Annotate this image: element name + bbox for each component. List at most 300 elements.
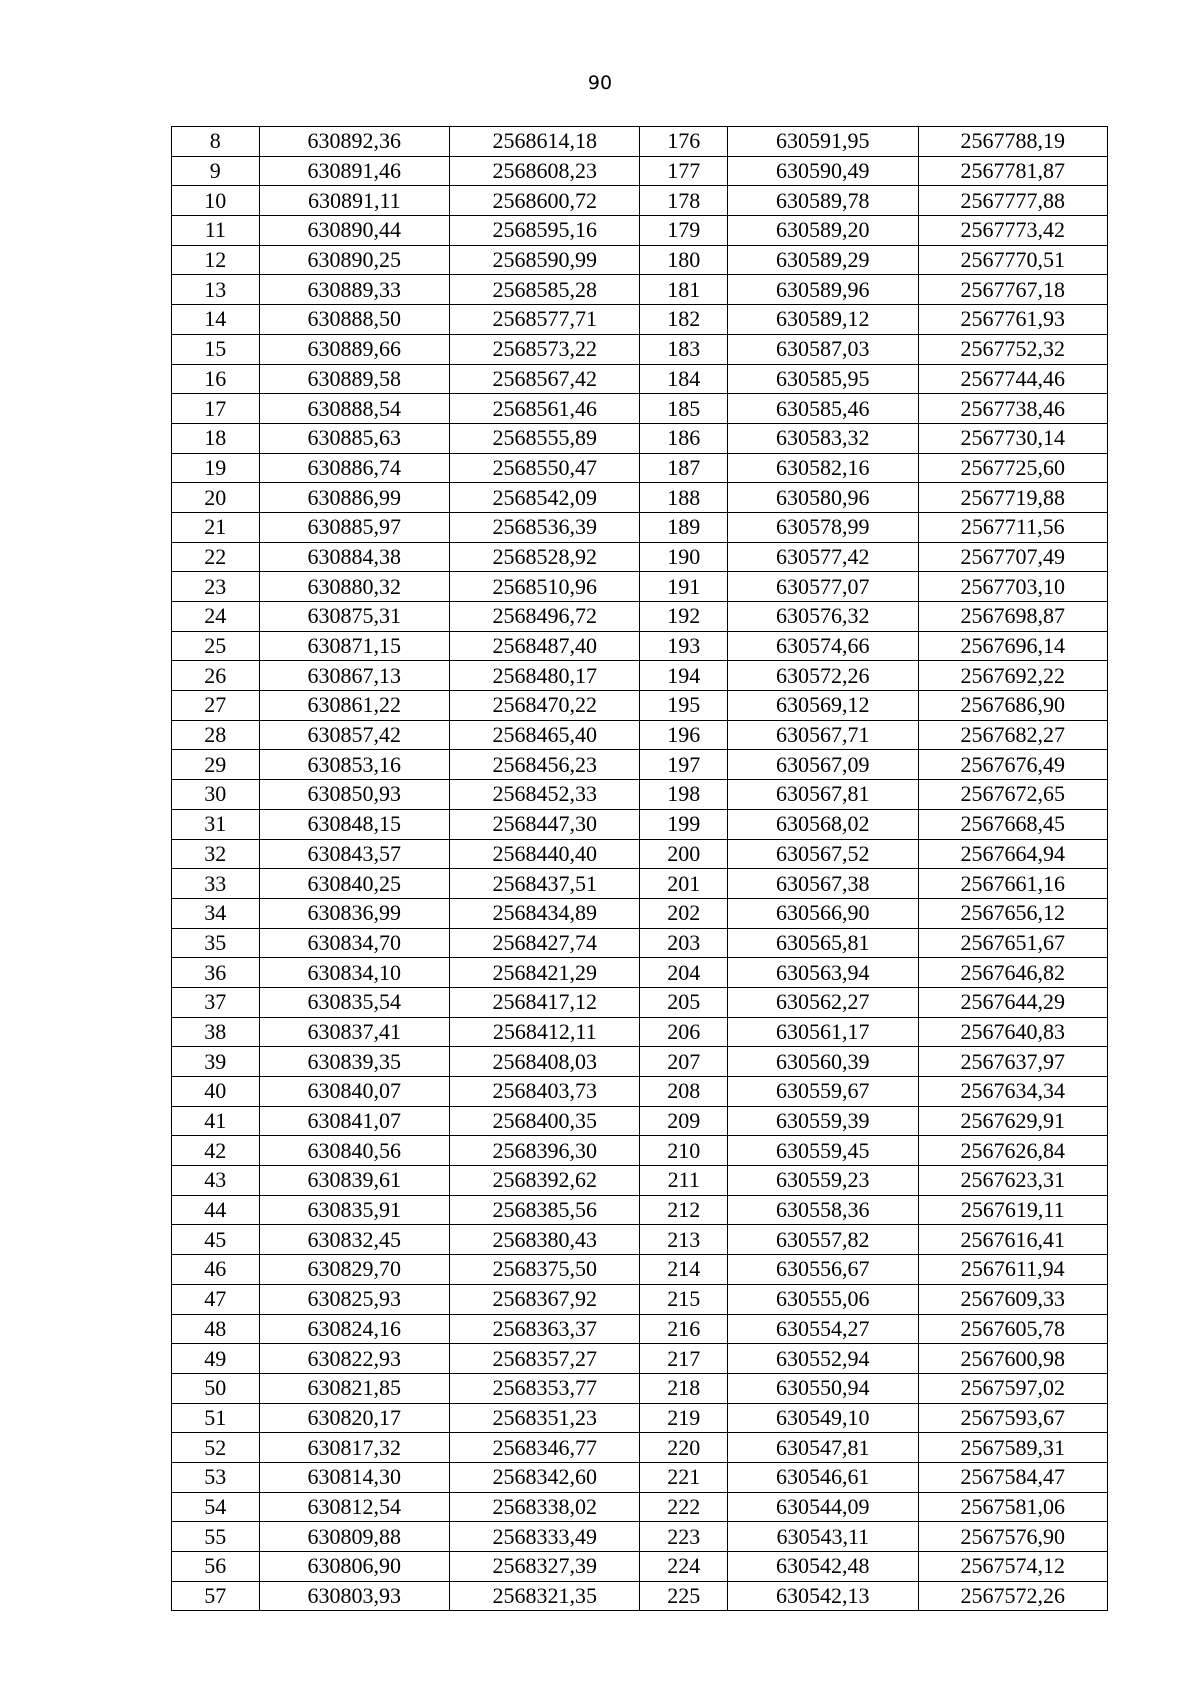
table-cell-x-coordinate: 630843,57	[259, 839, 449, 869]
table-row	[172, 809, 1108, 839]
table-row	[172, 780, 1108, 810]
table-cell-x-coordinate: 630562,27	[728, 987, 918, 1017]
table-cell-x-coordinate: 630552,94	[728, 1344, 918, 1374]
table-cell-y-coordinate: 2567676,49	[918, 750, 1107, 780]
table-cell-x-coordinate: 630590,49	[728, 156, 918, 186]
table-cell-x-coordinate: 630853,16	[259, 750, 449, 780]
table-cell-point-number: 45	[172, 1225, 260, 1255]
table-cell-y-coordinate: 2567707,49	[918, 542, 1107, 572]
table-row	[172, 839, 1108, 869]
table-cell-y-coordinate: 2567770,51	[918, 245, 1107, 275]
table-cell-y-coordinate: 2567725,60	[918, 453, 1107, 483]
table-cell-y-coordinate: 2568573,22	[450, 334, 640, 364]
table-cell-point-number: 41	[172, 1106, 260, 1136]
table-cell-y-coordinate: 2568480,17	[450, 661, 640, 691]
table-cell-x-coordinate: 630825,93	[259, 1284, 449, 1314]
table-cell-point-number: 186	[640, 423, 728, 453]
table-cell-x-coordinate: 630547,81	[728, 1433, 918, 1463]
table-row	[172, 1373, 1108, 1403]
table-cell-point-number: 10	[172, 186, 260, 216]
table-cell-point-number: 50	[172, 1373, 260, 1403]
table-cell-point-number: 213	[640, 1225, 728, 1255]
table-cell-point-number: 21	[172, 512, 260, 542]
table-cell-point-number: 199	[640, 809, 728, 839]
table-cell-y-coordinate: 2568380,43	[450, 1225, 640, 1255]
table-row	[172, 334, 1108, 364]
table-cell-point-number: 23	[172, 572, 260, 602]
table-cell-x-coordinate: 630848,15	[259, 809, 449, 839]
table-cell-point-number: 57	[172, 1581, 260, 1611]
table-cell-point-number: 195	[640, 691, 728, 721]
table-row	[172, 1492, 1108, 1522]
table-cell-x-coordinate: 630582,16	[728, 453, 918, 483]
table-cell-y-coordinate: 2567752,32	[918, 334, 1107, 364]
table-cell-y-coordinate: 2568392,62	[450, 1166, 640, 1196]
table-cell-x-coordinate: 630568,02	[728, 809, 918, 839]
table-cell-point-number: 13	[172, 275, 260, 305]
table-cell-y-coordinate: 2567574,12	[918, 1552, 1107, 1582]
table-cell-x-coordinate: 630589,29	[728, 245, 918, 275]
coordinates-table-body	[172, 127, 1108, 1611]
table-cell-point-number: 20	[172, 483, 260, 513]
table-cell-x-coordinate: 630549,10	[728, 1403, 918, 1433]
table-cell-x-coordinate: 630803,93	[259, 1581, 449, 1611]
table-cell-point-number: 207	[640, 1047, 728, 1077]
table-cell-y-coordinate: 2567629,91	[918, 1106, 1107, 1136]
table-cell-x-coordinate: 630576,32	[728, 602, 918, 632]
table-cell-point-number: 11	[172, 216, 260, 246]
table-cell-y-coordinate: 2567744,46	[918, 364, 1107, 394]
table-cell-x-coordinate: 630880,32	[259, 572, 449, 602]
table-cell-point-number: 189	[640, 512, 728, 542]
table-cell-y-coordinate: 2568408,03	[450, 1047, 640, 1077]
table-cell-x-coordinate: 630557,82	[728, 1225, 918, 1255]
table-row	[172, 1552, 1108, 1582]
table-cell-y-coordinate: 2567773,42	[918, 216, 1107, 246]
table-cell-x-coordinate: 630892,36	[259, 127, 449, 157]
table-row	[172, 602, 1108, 632]
table-cell-y-coordinate: 2568338,02	[450, 1492, 640, 1522]
table-cell-point-number: 181	[640, 275, 728, 305]
table-cell-y-coordinate: 2568577,71	[450, 305, 640, 335]
table-row	[172, 691, 1108, 721]
table-cell-point-number: 25	[172, 631, 260, 661]
table-cell-point-number: 22	[172, 542, 260, 572]
table-cell-x-coordinate: 630555,06	[728, 1284, 918, 1314]
table-cell-point-number: 8	[172, 127, 260, 157]
table-row	[172, 453, 1108, 483]
table-cell-y-coordinate: 2568614,18	[450, 127, 640, 157]
table-cell-point-number: 208	[640, 1077, 728, 1107]
table-cell-y-coordinate: 2568496,72	[450, 602, 640, 632]
table-cell-y-coordinate: 2567696,14	[918, 631, 1107, 661]
table-cell-y-coordinate: 2567600,98	[918, 1344, 1107, 1374]
table-cell-x-coordinate: 630839,61	[259, 1166, 449, 1196]
table-cell-y-coordinate: 2567637,97	[918, 1047, 1107, 1077]
table-cell-point-number: 47	[172, 1284, 260, 1314]
table-cell-y-coordinate: 2568385,56	[450, 1195, 640, 1225]
table-cell-y-coordinate: 2567703,10	[918, 572, 1107, 602]
table-cell-y-coordinate: 2568456,23	[450, 750, 640, 780]
table-cell-y-coordinate: 2568421,29	[450, 958, 640, 988]
table-cell-y-coordinate: 2567584,47	[918, 1462, 1107, 1492]
table-cell-point-number: 219	[640, 1403, 728, 1433]
table-cell-x-coordinate: 630544,09	[728, 1492, 918, 1522]
table-cell-point-number: 24	[172, 602, 260, 632]
table-cell-x-coordinate: 630566,90	[728, 898, 918, 928]
table-row	[172, 1136, 1108, 1166]
table-row	[172, 1522, 1108, 1552]
table-cell-point-number: 27	[172, 691, 260, 721]
table-row	[172, 958, 1108, 988]
table-cell-point-number: 9	[172, 156, 260, 186]
table-cell-y-coordinate: 2568375,50	[450, 1255, 640, 1285]
table-cell-y-coordinate: 2568437,51	[450, 869, 640, 899]
table-row	[172, 987, 1108, 1017]
table-cell-y-coordinate: 2568585,28	[450, 275, 640, 305]
table-row	[172, 1047, 1108, 1077]
table-cell-y-coordinate: 2567646,82	[918, 958, 1107, 988]
table-cell-x-coordinate: 630875,31	[259, 602, 449, 632]
table-cell-y-coordinate: 2567738,46	[918, 394, 1107, 424]
table-cell-y-coordinate: 2567692,22	[918, 661, 1107, 691]
table-cell-point-number: 42	[172, 1136, 260, 1166]
table-cell-y-coordinate: 2568452,33	[450, 780, 640, 810]
table-cell-point-number: 46	[172, 1255, 260, 1285]
table-cell-x-coordinate: 630890,44	[259, 216, 449, 246]
table-cell-point-number: 51	[172, 1403, 260, 1433]
table-cell-point-number: 197	[640, 750, 728, 780]
table-cell-y-coordinate: 2568447,30	[450, 809, 640, 839]
table-row	[172, 542, 1108, 572]
table-cell-point-number: 212	[640, 1195, 728, 1225]
table-cell-y-coordinate: 2567711,56	[918, 512, 1107, 542]
table-cell-x-coordinate: 630871,15	[259, 631, 449, 661]
table-cell-y-coordinate: 2567634,34	[918, 1077, 1107, 1107]
table-cell-y-coordinate: 2567698,87	[918, 602, 1107, 632]
table-cell-x-coordinate: 630565,81	[728, 928, 918, 958]
table-cell-x-coordinate: 630891,11	[259, 186, 449, 216]
table-cell-x-coordinate: 630560,39	[728, 1047, 918, 1077]
table-row	[172, 1581, 1108, 1611]
table-cell-x-coordinate: 630817,32	[259, 1433, 449, 1463]
table-cell-y-coordinate: 2567656,12	[918, 898, 1107, 928]
table-cell-y-coordinate: 2568351,23	[450, 1403, 640, 1433]
table-cell-point-number: 12	[172, 245, 260, 275]
table-cell-y-coordinate: 2568367,92	[450, 1284, 640, 1314]
table-cell-y-coordinate: 2568465,40	[450, 720, 640, 750]
table-cell-x-coordinate: 630829,70	[259, 1255, 449, 1285]
table-cell-y-coordinate: 2568528,92	[450, 542, 640, 572]
table-cell-x-coordinate: 630840,07	[259, 1077, 449, 1107]
table-cell-y-coordinate: 2568595,16	[450, 216, 640, 246]
table-cell-y-coordinate: 2567593,67	[918, 1403, 1107, 1433]
table-cell-y-coordinate: 2568353,77	[450, 1373, 640, 1403]
table-cell-point-number: 205	[640, 987, 728, 1017]
table-cell-x-coordinate: 630824,16	[259, 1314, 449, 1344]
table-cell-y-coordinate: 2568400,35	[450, 1106, 640, 1136]
table-cell-y-coordinate: 2567767,18	[918, 275, 1107, 305]
table-cell-x-coordinate: 630889,33	[259, 275, 449, 305]
table-cell-point-number: 211	[640, 1166, 728, 1196]
table-cell-point-number: 17	[172, 394, 260, 424]
table-cell-point-number: 52	[172, 1433, 260, 1463]
table-cell-point-number: 16	[172, 364, 260, 394]
table-cell-point-number: 35	[172, 928, 260, 958]
table-cell-x-coordinate: 630589,96	[728, 275, 918, 305]
table-cell-y-coordinate: 2567668,45	[918, 809, 1107, 839]
table-cell-point-number: 49	[172, 1344, 260, 1374]
table-row	[172, 305, 1108, 335]
table-row	[172, 156, 1108, 186]
table-cell-x-coordinate: 630578,99	[728, 512, 918, 542]
table-row	[172, 1106, 1108, 1136]
table-cell-y-coordinate: 2567626,84	[918, 1136, 1107, 1166]
table-row	[172, 1433, 1108, 1463]
table-cell-x-coordinate: 630554,27	[728, 1314, 918, 1344]
table-cell-point-number: 53	[172, 1462, 260, 1492]
table-cell-x-coordinate: 630832,45	[259, 1225, 449, 1255]
table-cell-y-coordinate: 2568510,96	[450, 572, 640, 602]
table-cell-y-coordinate: 2568363,37	[450, 1314, 640, 1344]
table-cell-point-number: 177	[640, 156, 728, 186]
table-cell-y-coordinate: 2568567,42	[450, 364, 640, 394]
table-cell-y-coordinate: 2568434,89	[450, 898, 640, 928]
table-row	[172, 127, 1108, 157]
table-cell-point-number: 220	[640, 1433, 728, 1463]
table-cell-point-number: 222	[640, 1492, 728, 1522]
table-cell-x-coordinate: 630834,70	[259, 928, 449, 958]
table-cell-x-coordinate: 630888,50	[259, 305, 449, 335]
table-cell-y-coordinate: 2567605,78	[918, 1314, 1107, 1344]
table-cell-point-number: 14	[172, 305, 260, 335]
table-cell-x-coordinate: 630558,36	[728, 1195, 918, 1225]
table-cell-point-number: 196	[640, 720, 728, 750]
table-cell-y-coordinate: 2567576,90	[918, 1522, 1107, 1552]
table-row	[172, 1077, 1108, 1107]
coordinates-table	[171, 126, 1108, 1611]
table-cell-x-coordinate: 630580,96	[728, 483, 918, 513]
table-row	[172, 216, 1108, 246]
table-cell-x-coordinate: 630559,39	[728, 1106, 918, 1136]
table-cell-x-coordinate: 630821,85	[259, 1373, 449, 1403]
table-cell-y-coordinate: 2567581,06	[918, 1492, 1107, 1522]
table-cell-y-coordinate: 2567597,02	[918, 1373, 1107, 1403]
table-row	[172, 1166, 1108, 1196]
table-cell-y-coordinate: 2567730,14	[918, 423, 1107, 453]
table-cell-point-number: 178	[640, 186, 728, 216]
table-cell-x-coordinate: 630559,23	[728, 1166, 918, 1196]
table-cell-x-coordinate: 630567,81	[728, 780, 918, 810]
table-cell-y-coordinate: 2568403,73	[450, 1077, 640, 1107]
table-cell-point-number: 202	[640, 898, 728, 928]
table-cell-x-coordinate: 630835,54	[259, 987, 449, 1017]
table-cell-point-number: 224	[640, 1552, 728, 1582]
table-cell-x-coordinate: 630890,25	[259, 245, 449, 275]
table-cell-x-coordinate: 630886,74	[259, 453, 449, 483]
table-cell-x-coordinate: 630542,48	[728, 1552, 918, 1582]
table-cell-point-number: 216	[640, 1314, 728, 1344]
table-cell-point-number: 200	[640, 839, 728, 869]
table-cell-point-number: 203	[640, 928, 728, 958]
table-cell-x-coordinate: 630884,38	[259, 542, 449, 572]
table-cell-point-number: 180	[640, 245, 728, 275]
table-cell-y-coordinate: 2568590,99	[450, 245, 640, 275]
table-cell-x-coordinate: 630820,17	[259, 1403, 449, 1433]
table-cell-y-coordinate: 2568542,09	[450, 483, 640, 513]
table-row	[172, 1017, 1108, 1047]
table-row	[172, 928, 1108, 958]
table-cell-x-coordinate: 630587,03	[728, 334, 918, 364]
table-cell-y-coordinate: 2568417,12	[450, 987, 640, 1017]
table-cell-point-number: 193	[640, 631, 728, 661]
table-cell-point-number: 179	[640, 216, 728, 246]
table-cell-point-number: 191	[640, 572, 728, 602]
table-row	[172, 898, 1108, 928]
table-cell-point-number: 31	[172, 809, 260, 839]
table-cell-y-coordinate: 2567781,87	[918, 156, 1107, 186]
table-cell-point-number: 56	[172, 1552, 260, 1582]
table-cell-point-number: 221	[640, 1462, 728, 1492]
table-cell-y-coordinate: 2568536,39	[450, 512, 640, 542]
table-cell-x-coordinate: 630589,20	[728, 216, 918, 246]
table-cell-point-number: 28	[172, 720, 260, 750]
table-cell-x-coordinate: 630837,41	[259, 1017, 449, 1047]
table-cell-point-number: 225	[640, 1581, 728, 1611]
table-cell-y-coordinate: 2567788,19	[918, 127, 1107, 157]
table-cell-x-coordinate: 630839,35	[259, 1047, 449, 1077]
table-cell-x-coordinate: 630891,46	[259, 156, 449, 186]
table-cell-x-coordinate: 630585,46	[728, 394, 918, 424]
table-cell-point-number: 38	[172, 1017, 260, 1047]
table-cell-x-coordinate: 630567,71	[728, 720, 918, 750]
table-cell-point-number: 34	[172, 898, 260, 928]
table-cell-y-coordinate: 2568333,49	[450, 1522, 640, 1552]
table-cell-point-number: 48	[172, 1314, 260, 1344]
table-cell-point-number: 214	[640, 1255, 728, 1285]
table-cell-point-number: 210	[640, 1136, 728, 1166]
table-cell-point-number: 204	[640, 958, 728, 988]
page-number: 90	[587, 72, 613, 94]
table-cell-point-number: 18	[172, 423, 260, 453]
table-cell-point-number: 33	[172, 869, 260, 899]
table-row	[172, 572, 1108, 602]
table-cell-point-number: 209	[640, 1106, 728, 1136]
table-cell-x-coordinate: 630583,32	[728, 423, 918, 453]
table-cell-x-coordinate: 630574,66	[728, 631, 918, 661]
table-cell-y-coordinate: 2568346,77	[450, 1433, 640, 1463]
table-cell-y-coordinate: 2567719,88	[918, 483, 1107, 513]
table-cell-y-coordinate: 2568412,11	[450, 1017, 640, 1047]
table-row	[172, 1344, 1108, 1374]
table-cell-point-number: 185	[640, 394, 728, 424]
table-cell-x-coordinate: 630840,25	[259, 869, 449, 899]
table-cell-y-coordinate: 2567616,41	[918, 1225, 1107, 1255]
table-cell-x-coordinate: 630885,97	[259, 512, 449, 542]
table-cell-x-coordinate: 630889,58	[259, 364, 449, 394]
table-cell-x-coordinate: 630809,88	[259, 1522, 449, 1552]
table-cell-x-coordinate: 630885,63	[259, 423, 449, 453]
table-cell-y-coordinate: 2568321,35	[450, 1581, 640, 1611]
table-cell-point-number: 206	[640, 1017, 728, 1047]
table-row	[172, 364, 1108, 394]
table-row	[172, 661, 1108, 691]
table-cell-point-number: 32	[172, 839, 260, 869]
table-cell-point-number: 190	[640, 542, 728, 572]
table-cell-point-number: 182	[640, 305, 728, 335]
table-cell-y-coordinate: 2568396,30	[450, 1136, 640, 1166]
table-row	[172, 1284, 1108, 1314]
table-cell-point-number: 30	[172, 780, 260, 810]
table-cell-x-coordinate: 630567,09	[728, 750, 918, 780]
table-cell-point-number: 15	[172, 334, 260, 364]
table-cell-x-coordinate: 630572,26	[728, 661, 918, 691]
table-cell-y-coordinate: 2568327,39	[450, 1552, 640, 1582]
table-row	[172, 275, 1108, 305]
table-cell-y-coordinate: 2568427,74	[450, 928, 640, 958]
table-cell-y-coordinate: 2568561,46	[450, 394, 640, 424]
table-cell-y-coordinate: 2567572,26	[918, 1581, 1107, 1611]
table-row	[172, 1314, 1108, 1344]
table-cell-x-coordinate: 630567,38	[728, 869, 918, 899]
table-cell-y-coordinate: 2567682,27	[918, 720, 1107, 750]
table-cell-x-coordinate: 630889,66	[259, 334, 449, 364]
table-cell-x-coordinate: 630591,95	[728, 127, 918, 157]
table-cell-y-coordinate: 2568608,23	[450, 156, 640, 186]
table-cell-x-coordinate: 630836,99	[259, 898, 449, 928]
table-row	[172, 1225, 1108, 1255]
table-cell-x-coordinate: 630577,42	[728, 542, 918, 572]
table-cell-x-coordinate: 630542,13	[728, 1581, 918, 1611]
table-cell-point-number: 218	[640, 1373, 728, 1403]
table-cell-point-number: 187	[640, 453, 728, 483]
table-cell-point-number: 201	[640, 869, 728, 899]
table-cell-x-coordinate: 630589,78	[728, 186, 918, 216]
table-cell-point-number: 40	[172, 1077, 260, 1107]
table-cell-point-number: 43	[172, 1166, 260, 1196]
table-cell-point-number: 198	[640, 780, 728, 810]
table-cell-point-number: 54	[172, 1492, 260, 1522]
table-cell-y-coordinate: 2567686,90	[918, 691, 1107, 721]
table-cell-y-coordinate: 2567644,29	[918, 987, 1107, 1017]
table-cell-x-coordinate: 630561,17	[728, 1017, 918, 1047]
table-cell-x-coordinate: 630814,30	[259, 1462, 449, 1492]
table-cell-x-coordinate: 630563,94	[728, 958, 918, 988]
table-cell-point-number: 215	[640, 1284, 728, 1314]
table-cell-point-number: 29	[172, 750, 260, 780]
table-cell-x-coordinate: 630812,54	[259, 1492, 449, 1522]
table-cell-point-number: 194	[640, 661, 728, 691]
table-cell-y-coordinate: 2567611,94	[918, 1255, 1107, 1285]
table-cell-x-coordinate: 630806,90	[259, 1552, 449, 1582]
table-cell-x-coordinate: 630867,13	[259, 661, 449, 691]
table-cell-y-coordinate: 2568470,22	[450, 691, 640, 721]
table-cell-x-coordinate: 630569,12	[728, 691, 918, 721]
table-row	[172, 1403, 1108, 1433]
table-row	[172, 1462, 1108, 1492]
table-row	[172, 869, 1108, 899]
table-cell-x-coordinate: 630835,91	[259, 1195, 449, 1225]
table-cell-x-coordinate: 630834,10	[259, 958, 449, 988]
table-cell-x-coordinate: 630840,56	[259, 1136, 449, 1166]
table-cell-y-coordinate: 2567619,11	[918, 1195, 1107, 1225]
table-row	[172, 186, 1108, 216]
table-cell-y-coordinate: 2567664,94	[918, 839, 1107, 869]
table-cell-point-number: 39	[172, 1047, 260, 1077]
table-cell-y-coordinate: 2567672,65	[918, 780, 1107, 810]
table-cell-point-number: 26	[172, 661, 260, 691]
table-row	[172, 245, 1108, 275]
